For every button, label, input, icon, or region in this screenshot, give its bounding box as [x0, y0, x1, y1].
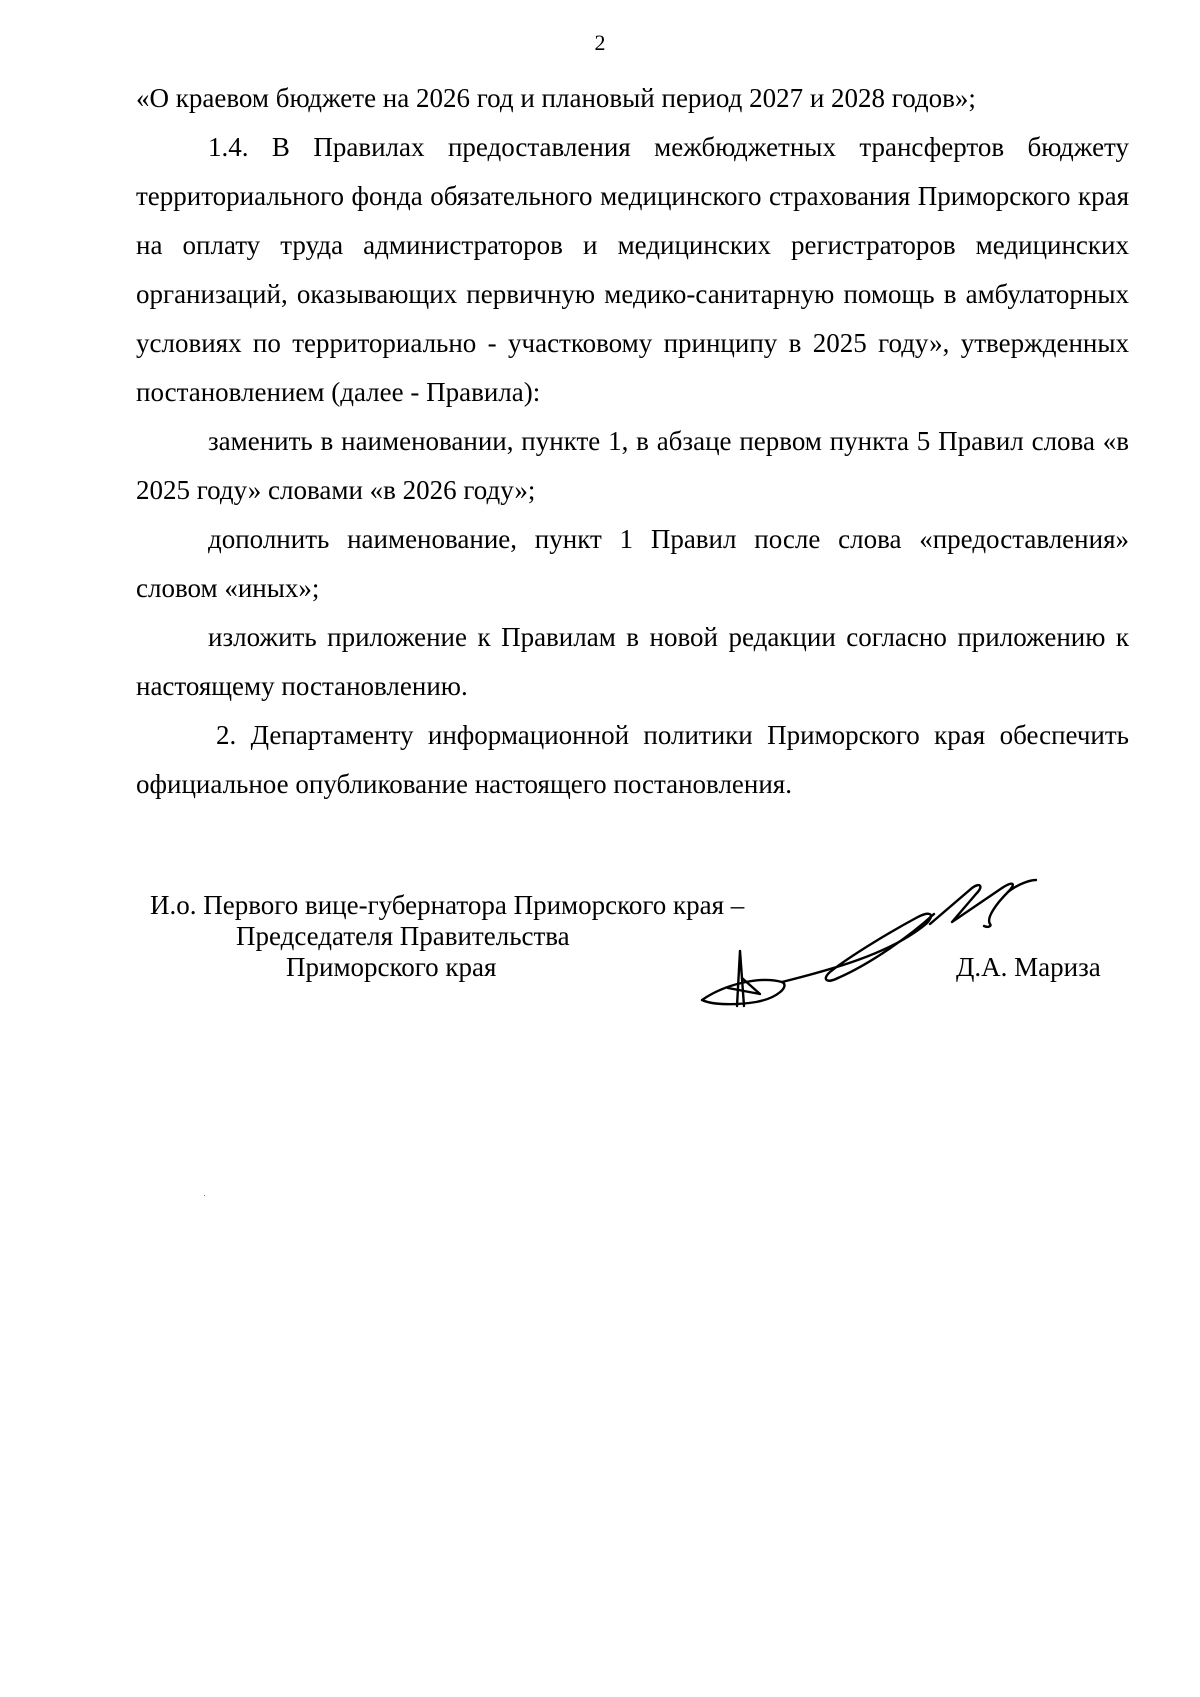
signature-stroke	[838, 914, 934, 978]
handwritten-signature	[690, 876, 1080, 1026]
scan-artifact	[204, 1195, 205, 1196]
signatory-name: Д.А. Мариза	[956, 952, 1101, 982]
paragraph-item-2-publication: 2. Департаменту информационной политики Приморского края обеспечить официальное опубликование настоящего постановления.	[136, 720, 1129, 799]
signature-stroke	[782, 914, 931, 982]
paragraph-item-1-4: 1.4. В Правилах предоставления межбюджетных трансфертов бюджету территориального фонда обязательного медицинского страхования Приморского края на оплату труда администраторов и медицинских регистраторов медицинских организаций, оказывающих первичную медико-санитарную помощь в амбулаторных условиях по территориально - участковому принципу в 2025 году», утвержденных постановлением (далее - Правила):	[136, 132, 1129, 407]
paragraph-budget-law-reference: «О краевом бюджете на 2026 год и плановый период 2027 и 2028 годов»;	[136, 83, 976, 113]
page-number: 2	[594, 30, 606, 55]
paragraph-new-appendix: изложить приложение к Правилам в новой редакции согласно приложению к настоящему постановлению.	[136, 622, 1129, 701]
signature-stroke	[930, 884, 1013, 927]
signatory-title-line: Приморского края	[286, 952, 497, 982]
document-body	[136, 74, 1129, 809]
signatory-title-line: И.о. Первого вице-губернатора Приморского края –	[150, 890, 745, 920]
paragraph-supplement-name: дополнить наименование, пункт 1 Правил после слова «предоставления» словом «иных»;	[136, 524, 1129, 603]
signatory-title-line: Председателя Правительства	[236, 921, 570, 951]
paragraph-replace-words: заменить в наименовании, пункте 1, в абзаце первом пункта 5 Правил слова «в 2025 году» словами «в 2026 году»;	[136, 426, 1129, 505]
